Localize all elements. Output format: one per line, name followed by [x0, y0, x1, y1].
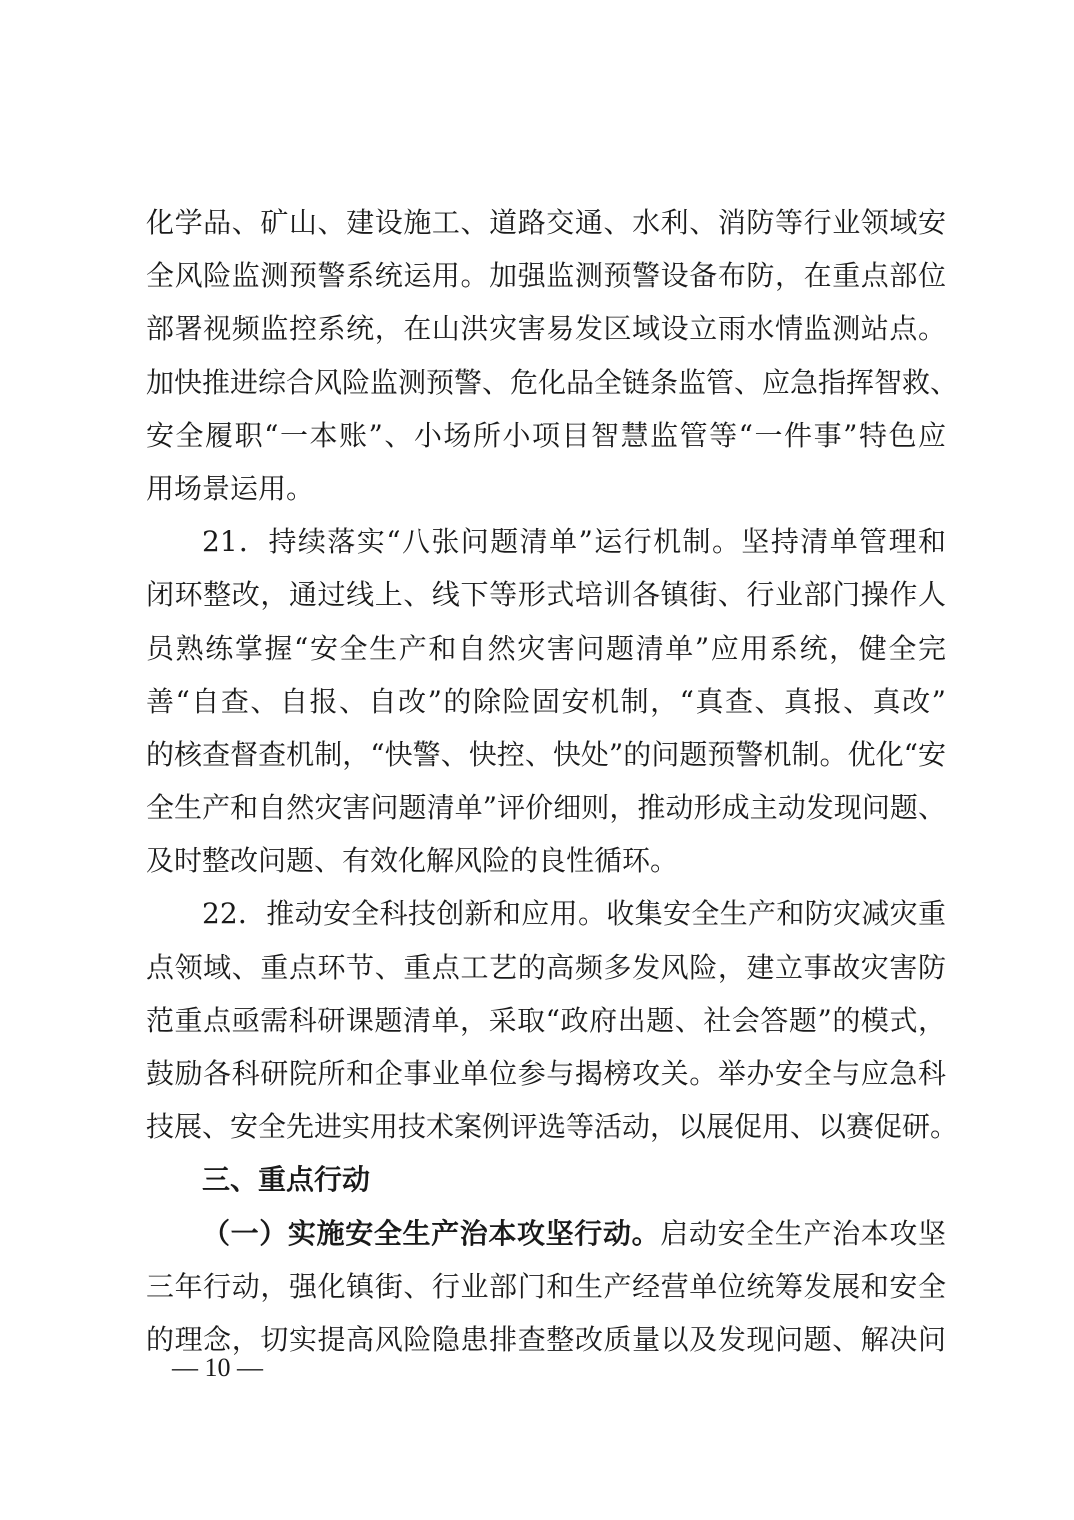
text-line: 鼓励各科研院所和企事业单位参与揭榜攻关。举办安全与应急科 — [146, 1057, 946, 1090]
subsection-text: 启动安全生产治本攻坚 — [660, 1216, 946, 1250]
text-line: 点领域、重点环节、重点工艺的高频多发风险，建立事故灾害防 — [146, 950, 946, 984]
text-line: 技展、安全先进实用技术案例评选等活动，以展促用、以赛促研。 — [146, 1110, 959, 1144]
text-line: 善“自查、自报、自改”的除险固安机制，“真查、真报、真改” — [146, 684, 946, 718]
text-line — [146, 1207, 946, 1260]
section-heading: 三、重点行动 — [202, 1163, 371, 1197]
document-body — [146, 196, 959, 1366]
text-line: 部署视频监控系统，在山洪灾害易发区域设立雨水情监测站点。 — [146, 312, 946, 346]
text-line: 用场景运用。 — [146, 471, 315, 505]
text-line: 安全履职“一本账”、小场所小项目智慧监管等“一件事”特色应 — [146, 418, 946, 452]
text-line: 三年行动，强化镇街、行业部门和生产经营单位统筹发展和安全 — [146, 1269, 946, 1303]
text-line: 员熟练掌握“安全生产和自然灾害问题清单”应用系统，健全完 — [146, 631, 946, 665]
text-line: 全生产和自然灾害问题清单”评价细则，推动形成主动发现问题、 — [146, 791, 946, 825]
text-line: 22．推动安全科技创新和应用。收集安全生产和防灾减灾重 — [202, 897, 946, 931]
text-line: 加快推进综合风险监测预警、危化品全链条监管、应急指挥智救、 — [146, 365, 959, 399]
text-line: 范重点亟需科研课题清单，采取“政府出题、社会答题”的模式， — [146, 1003, 946, 1037]
subsection-title: （一）实施安全生产治本攻坚行动。 — [202, 1216, 661, 1250]
text-line: 全风险监测预警系统运用。加强监测预警设备布防，在重点部位 — [146, 259, 946, 293]
text-line: 的核查督查机制，“快警、快控、快处”的问题预警机制。优化“安 — [146, 737, 946, 771]
text-line: 及时整改问题、有效化解风险的良性循环。 — [146, 844, 679, 878]
text-line: 的理念，切实提高风险隐患排查整改质量以及发现问题、解决问 — [146, 1322, 946, 1356]
page-number: — 10 — — [172, 1353, 263, 1382]
text-line: 21．持续落实“八张问题清单”运行机制。坚持清单管理和 — [202, 525, 946, 559]
text-line: 闭环整改，通过线上、线下等形式培训各镇街、行业部门操作人 — [146, 578, 946, 612]
text-line: 化学品、矿山、建设施工、道路交通、水利、消防等行业领域安 — [146, 206, 946, 239]
